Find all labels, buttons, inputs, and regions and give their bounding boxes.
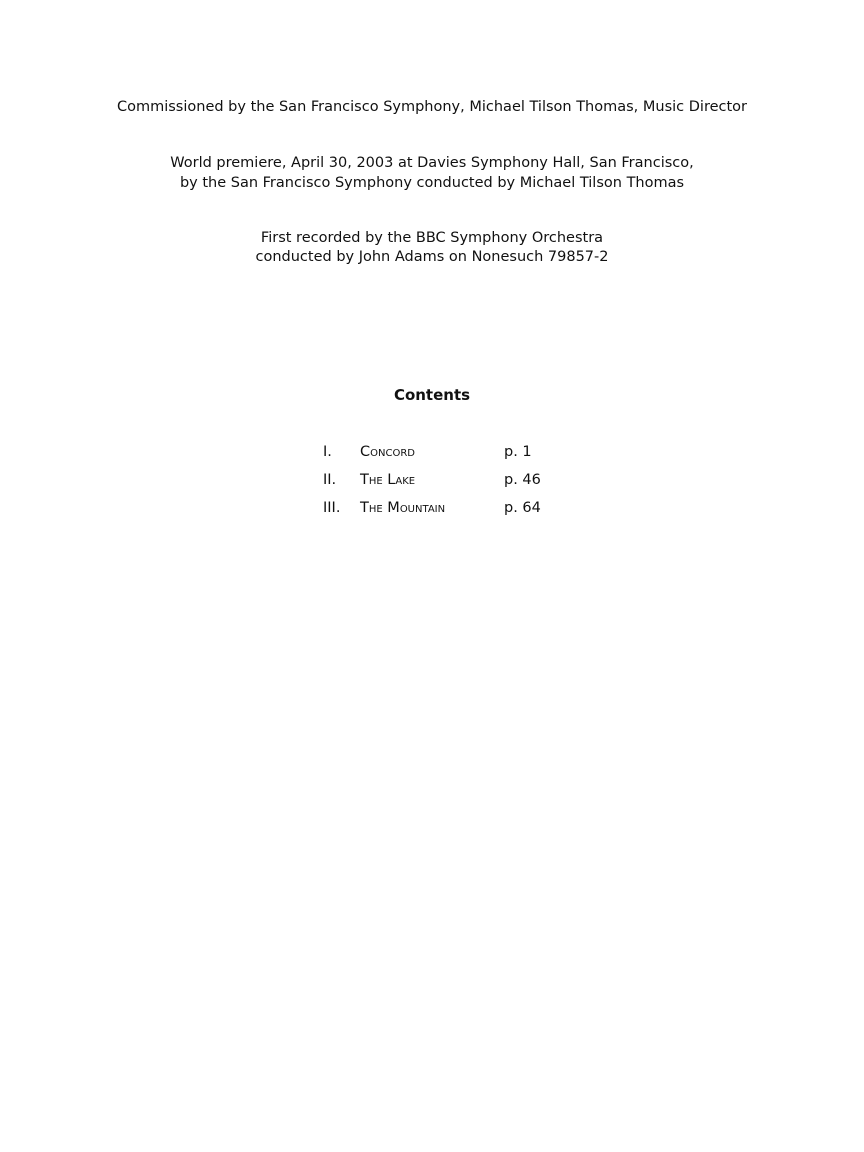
contents-item-number: III. [323,500,341,516]
contents-item-number: II. [323,472,337,488]
premiere-line-2: by the San Francisco Symphony conducted by Michael Tilson Thomas [179,175,685,191]
contents-item [0,498,864,518]
contents-heading: Contents [393,386,471,404]
contents-item [0,442,864,462]
recording-line-2: conducted by John Adams on Nonesuch 79857-2 [255,249,609,265]
premiere-line-1: World premiere, April 30, 2003 at Davies Symphony Hall, San Francisco, [170,155,694,171]
contents-item-title: Concord [360,444,415,460]
commission-note: Commissioned by the San Francisco Symphony, Michael Tilson Thomas, Music Director [116,99,748,115]
recording-line-1: First recorded by the BBC Symphony Orchestra [260,230,604,246]
contents-item [0,470,864,490]
contents-item-page: p. 64 [504,500,541,516]
contents-item-page: p. 1 [504,444,532,460]
contents-item-page: p. 46 [504,472,541,488]
contents-item-number: I. [323,444,332,460]
contents-item-title: The Lake [360,472,416,488]
contents-item-title: The Mountain [360,500,446,516]
